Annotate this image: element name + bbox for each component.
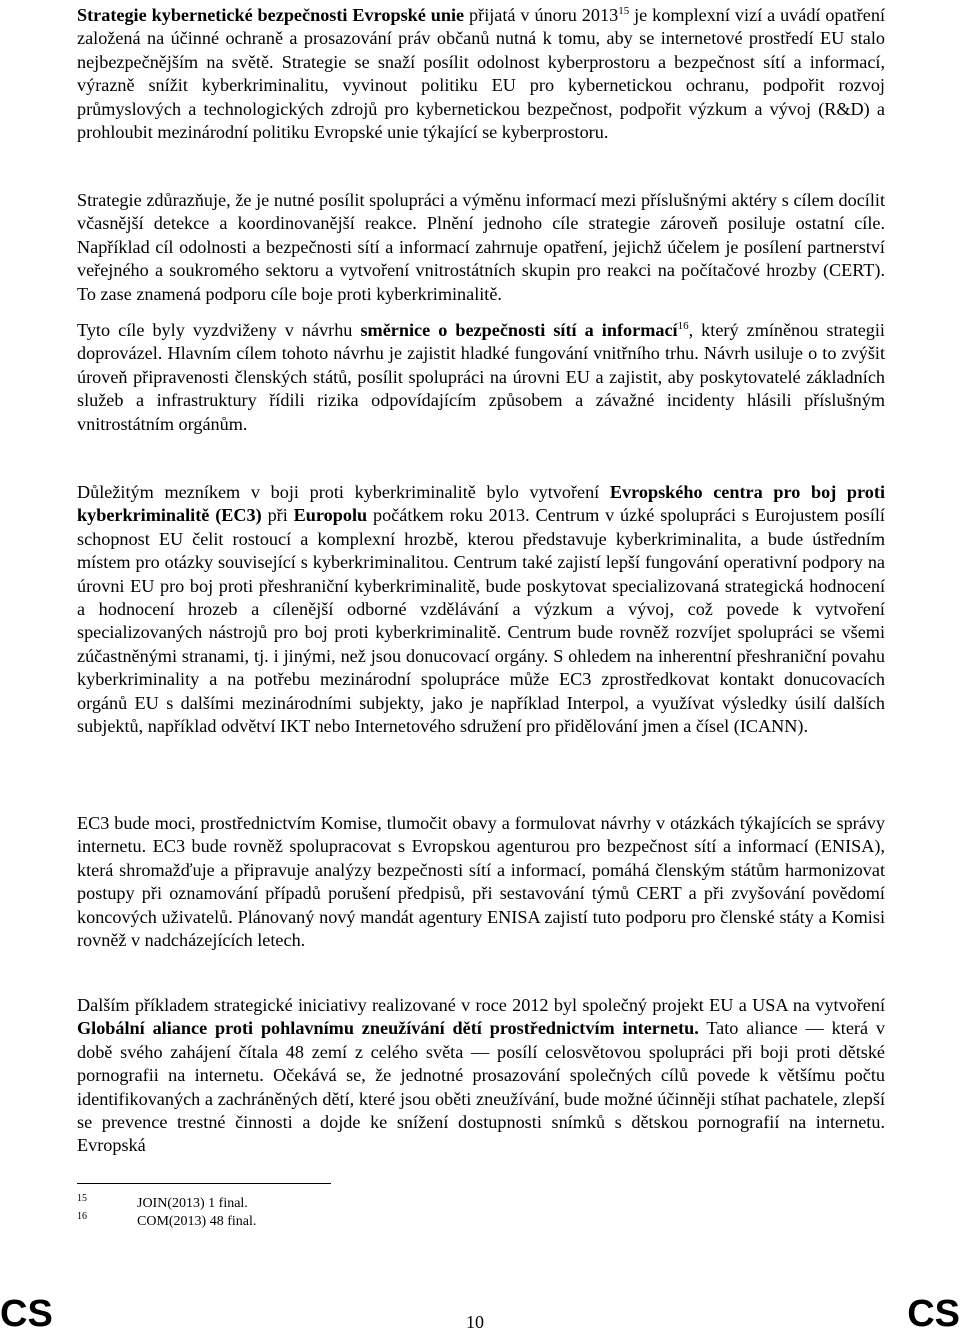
paragraph-text: počátkem roku 2013. Centrum v úzké spolupráci s Eurojustem posílí schopnost EU čelit rostoucí a komplexní hrozbě, kterou představuje kyberkriminalita, a bude ústředním místem pro otázky související s kyberkriminalitou. Centrum také zajistí lepší fungování operativní podpory na úrovni EU pro boj proti přeshraniční kyberkriminalitě, bude poskytovat specializovaná strategická hodnocení a hodnocení hrozeb a cílenější odborné vzdělávání a výzkum a vývoj, což povede k vytvoření specializovaných nástrojů pro boj proti kyberkriminalitě. Centrum bude rovněž rozvíjet spolupráci se všemi zúčastněnými stranami, tj. i jinými, než jsou donucovací orgány. S ohledem na inherentní přeshraniční povahu kyberkriminality a na potřebu mezinárodní spolupráce může EC3 zprostředkovat kontakt donucovacích orgánů EU s dalšími mezinárodními subjekty, jako je například Interpol, a využívat výsledky úsilí dalších subjektů, například odvětví IKT nebo Internetového sdružení pro přidělování jmen a čísel (ICANN).	[77, 505, 885, 737]
footnote-text: JOIN(2013) 1 final.	[137, 1196, 248, 1211]
page-number: 10	[466, 1312, 484, 1332]
paragraph-global-alliance	[77, 994, 885, 1158]
paragraph-text: Tyto cíle byly vyzdviženy v návrhu	[77, 320, 361, 341]
footnote-number: 16	[77, 1211, 87, 1222]
paragraph-text: Důležitým mezníkem v boji proti kyberkriminalitě bylo vytvoření	[77, 482, 610, 502]
paragraph-ec3-commission: EC3 bude moci, prostřednictvím Komise, tlumočit obavy a formulovat návrhy v otázkách týkajících se správy internetu. EC3 bude rovněž spolupracovat s Evropskou agenturou pro bezpečnost sítí a informací (ENISA), která shromažďuje a připravuje analýzy bezpečnosti sítí a informací, pomáhá členským státům harmonizovat postupy při oznamování případů porušení předpisů, při sestavování týmů CERT a při zvyšování povědomí koncových uživatelů. Plánovaný nový mandát agentury ENISA zajistí tuto podporu pro členské státy a Komisi rovněž v nadcházejících letech.	[77, 813, 885, 951]
footnote-ref-15: 15	[618, 4, 630, 17]
paragraph-directive	[77, 319, 885, 436]
strategy-title: Strategie kybernetické bezpečnosti Evropské unie	[77, 5, 465, 25]
paragraph-text: přijatá v únoru 2013	[464, 5, 619, 25]
paragraph-text: Dalším příkladem strategické iniciativy realizované v roce 2012 byl společný projekt EU a USA na vytvoření	[77, 995, 885, 1015]
global-alliance-name: Globální aliance proti pohlavnímu zneužívání dětí prostřednictvím internetu.	[77, 1018, 699, 1039]
footer-language-left: CS	[0, 1293, 53, 1335]
paragraph-cooperation: Strategie zdůrazňuje, že je nutné posílit spolupráci a výměnu informací mezi příslušnými aktéry s cílem docílit včasnější detekce a koordinovanější reakce. Plnění jednoho cíle strategie zároveň posiluje ostatní cíle. Například cíl odolnosti a bezpečnosti sítí a informací zahrnuje opatření, jejichž účelem je posílení partnerství veřejného a soukromého sektoru a vytvoření vnitrostátních skupin pro reakci na počítačové hrozby (CERT). To zase znamená podporu cíle boje proti kyberkriminalitě.	[77, 190, 885, 304]
paragraph-text: , který zmíněnou strategii doprovázel. Hlavním cílem tohoto návrhu je zajistit hladké fungování vnitřního trhu. Návrh usiluje o to zvýšit úroveň připravenosti členských států, posílit spolupráci na úrovni EU a zajistit, aby poskytovatelé základních služeb a infrastruktury řídili rizika odpovídajícím způsobem a závažné incidenty hlásili příslušným vnitrostátním orgánům.	[77, 320, 885, 434]
paragraph-text: Tato aliance — která v době svého zahájení čítala 48 zemí z celého světa — posílí celosvětovou spolupráci při boji proti dětské pornografii na internetu. Očekává se, že jednotné prosazování společných cílů povede k většímu počtu identifikovaných a zachráněných dětí, které jsou oběti zneužívání, bude možné účinněji stíhat pachatele, zlepší se prevence trestné činnosti a dojde ke snížení dostupnosti snímků s dětskou pornografií na internetu. Evropská	[77, 1018, 885, 1156]
footnote-number: 15	[77, 1193, 87, 1204]
paragraph-text: při	[261, 505, 294, 526]
ec3-name: Evropského centra pro boj proti kyberkriminalitě (EC3)	[77, 482, 885, 526]
footer-language-right: CS	[907, 1293, 960, 1335]
paragraph-text: je komplexní vizí a uvádí opatření založená na účinné ochraně a prosazování práv občanů nutná k tomu, aby se internetové prostředí EU stalo nejbezpečnějším na světě. Strategie se snaží posílit odolnost kyberprostoru a bezpečnost sítí a informací, výrazně snížit kyberkriminalitu, vyvinout politiku EU pro kybernetickou ochranu, podpořit rozvoj průmyslových a technologických zdrojů pro kybernetickou bezpečnost, podpořit výzkum a vývoj (R&D) a prohloubit mezinárodní politiku Evropské unie týkající se kyberprostoru.	[77, 5, 885, 143]
paragraph-strategy-intro	[77, 4, 885, 144]
footnote-separator	[77, 1183, 331, 1184]
footnote-text: COM(2013) 48 final.	[137, 1214, 257, 1229]
directive-name: směrnice o bezpečnosti sítí a informací	[360, 320, 678, 341]
paragraph-ec3	[77, 481, 885, 738]
europol-name: Europolu	[293, 505, 368, 526]
footnote-ref-16: 16	[677, 319, 689, 332]
